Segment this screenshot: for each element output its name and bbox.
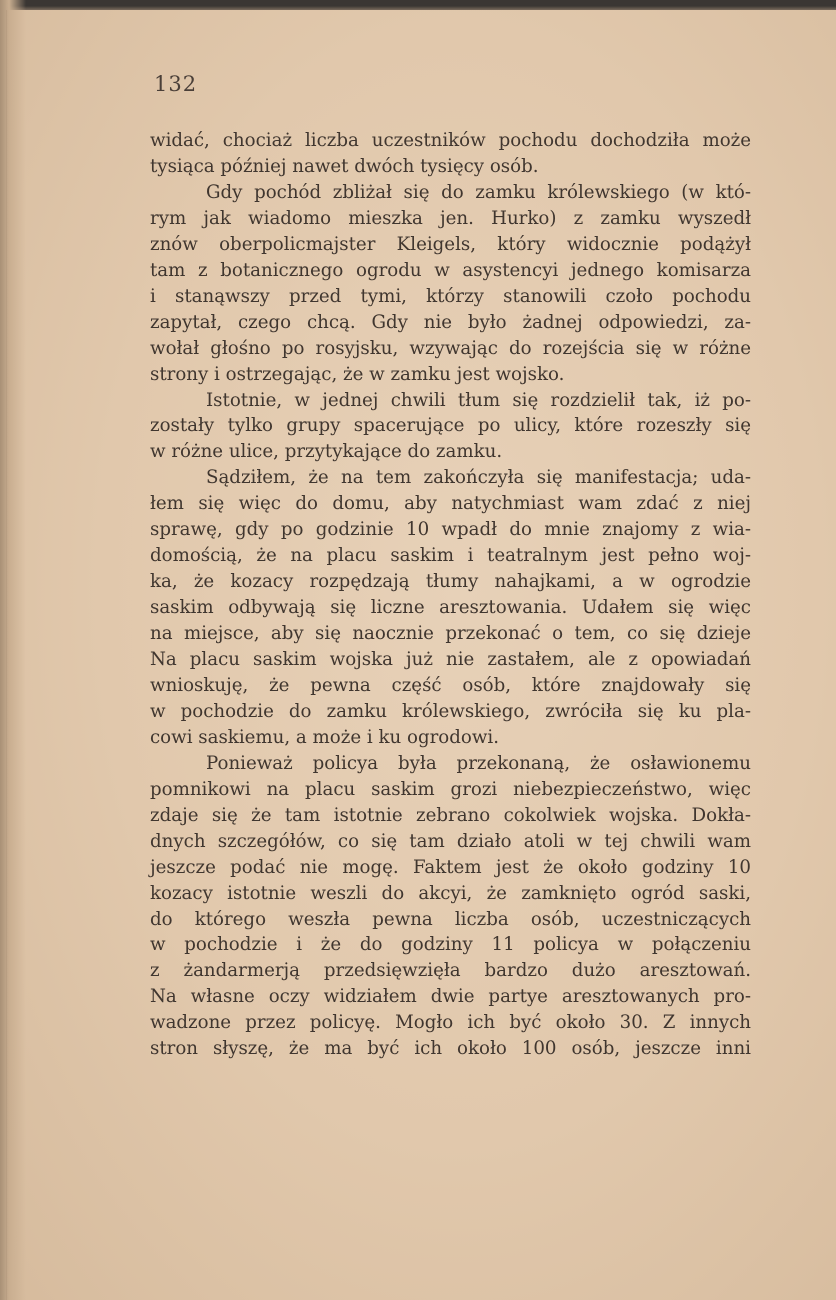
text-line: ka, że kozacy rozpędzają tłumy nahajkami, a w ogrodzie xyxy=(150,571,751,593)
text-line: Na własne oczy widziałem dwie partye aresztowanych pro- xyxy=(150,986,751,1008)
text-line: w różne ulice, przytykające do zamku. xyxy=(150,441,503,463)
text-line: Istotnie, w jednej chwili tłum się rozdzielił tak, iż po- xyxy=(206,389,751,411)
text-line: strony i ostrzegając, że w zamku jest wojsko. xyxy=(150,363,565,385)
text-line: zostały tylko grupy spacerujące po ulicy, które rozeszły się xyxy=(150,415,751,437)
text-line: wadzone przez policyę. Mogło ich być około 30. Z innych xyxy=(150,1012,751,1034)
text-line: kozacy istotnie weszli do akcyi, że zamknięto ogród saski, xyxy=(150,882,751,904)
text-line: wołał głośno po rosyjsku, wzywając do rozejścia się w różne xyxy=(150,337,751,359)
text-line: i stanąwszy przed tymi, którzy stanowili czoło pochodu xyxy=(150,285,751,307)
text-line: cowi saskiemu, a może i ku ogrodowi. xyxy=(150,726,499,748)
text-line: zdaje się że tam istotnie zebrano cokolwiek wojska. Dokła- xyxy=(150,804,751,826)
text-line: dnych szczegółów, co się tam działo atoli w tej chwili wam xyxy=(150,830,751,852)
text-line: znów oberpolicmajster Kleigels, który widocznie podążył xyxy=(150,233,751,255)
text-line: w pochodzie do zamku królewskiego, zwróciła się ku pla- xyxy=(150,700,751,722)
text-line: Na placu saskim wojska już nie zastałem, ale z opowiadań xyxy=(150,649,751,670)
text-line: stron słyszę, że ma być ich około 100 osób, jeszcze inni xyxy=(150,1038,751,1060)
text-line: saskim odbywają się liczne aresztowania. Udałem się więc xyxy=(150,597,751,619)
text-line: wnioskuję, że pewna część osób, które znajdowały się xyxy=(150,674,751,696)
text-line: łem się więc do domu, aby natychmiast wam zdać z niej xyxy=(150,493,751,515)
text-line: sprawę, gdy po godzinie 10 wpadł do mnie znajomy z wia- xyxy=(150,519,751,541)
text-line: tam z botanicznego ogrodu w asystencyi jednego komisarza xyxy=(150,259,751,281)
text-line: z żandarmerją przedsięwzięła bardzo dużo aresztowań. xyxy=(150,960,751,982)
text-line: Gdy pochód zbliżał się do zamku królewskiego (w któ- xyxy=(206,181,751,203)
text-line: Ponieważ policya była przekonaną, że osławionemu xyxy=(206,752,751,774)
text-line: do którego weszła pewna liczba osób, uczestniczących xyxy=(150,908,751,930)
text-line: zapytał, czego chcą. Gdy nie było żadnej odpowiedzi, za- xyxy=(150,311,751,333)
text-line: na miejsce, aby się naocznie przekonać o tem, co się dzieje xyxy=(150,623,751,644)
text-line: domością, że na placu saskim i teatralnym jest pełno woj- xyxy=(150,545,751,567)
text-line: jeszcze podać nie mogę. Faktem jest że około godziny 10 xyxy=(150,856,751,878)
text-line: tysiąca później nawet dwóch tysięcy osób. xyxy=(150,155,539,177)
text-line: pomnikowi na placu saskim grozi niebezpieczeństwo, więc xyxy=(150,778,751,800)
page-number: 132 xyxy=(154,72,198,96)
text-line: Sądziłem, że na tem zakończyła się manifestacja; uda- xyxy=(206,467,751,489)
text-line: w pochodzie i że do godziny 11 policya w połączeniu xyxy=(150,934,751,956)
text-line: widać, chociaż liczba uczestników pochodu dochodziła może xyxy=(150,130,751,151)
text-line: rym jak wiadomo mieszka jen. Hurko) z zamku wyszedł xyxy=(150,207,751,229)
